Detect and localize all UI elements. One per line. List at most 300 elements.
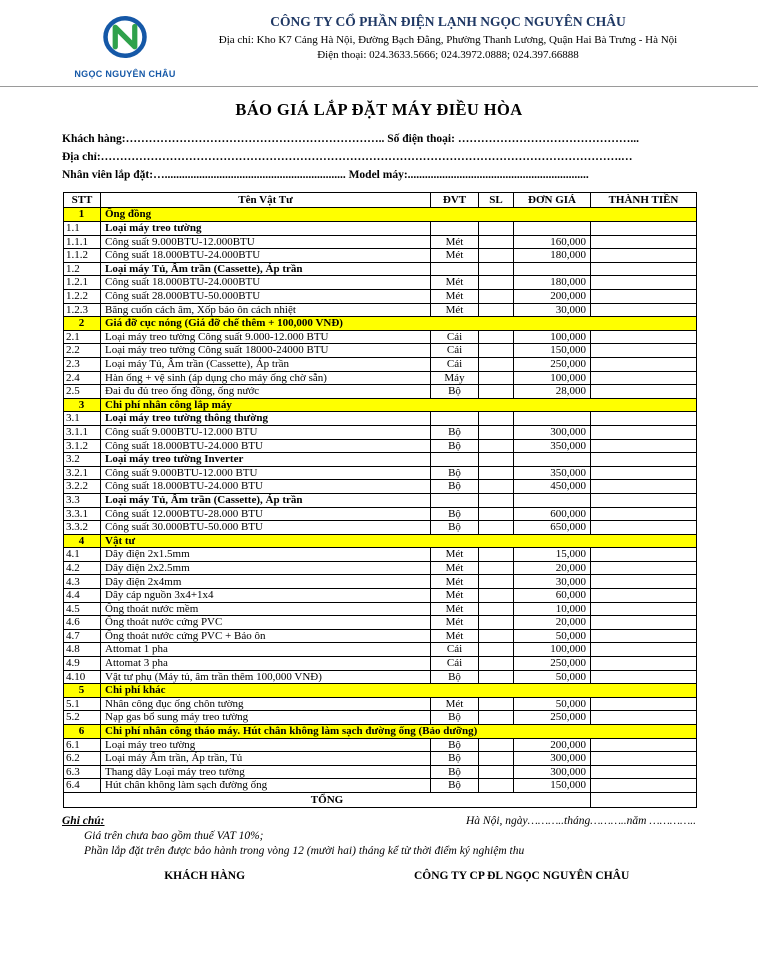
name-cell: Công suất 9.000BTU-12.000 BTU [101,425,431,439]
total-cell [591,752,697,766]
table-row [64,371,697,385]
table-row [64,249,697,263]
sl-cell [479,385,514,399]
name-cell: Loại máy Tủ, Âm trần (Cassette), Áp trần [101,493,431,507]
customer-line [62,131,702,149]
dvt-cell [431,222,479,236]
table-row [64,725,697,739]
dvt-cell: Bộ [431,425,479,439]
total-cell [591,697,697,711]
name-cell: Loại máy Âm trần, Áp trần, Tủ [101,752,431,766]
stt-cell: 3.2 [64,453,101,467]
price-cell: 30,000 [514,575,591,589]
name-cell: Công suất 12.000BTU-28.000 BTU [101,507,431,521]
stt-cell: 1 [64,208,101,222]
table-row [64,602,697,616]
name-cell: Loại máy treo tường Inverter [101,453,431,467]
sl-cell [479,330,514,344]
company-name: CÔNG TY CỔ PHẦN ĐIỆN LẠNH NGỌC NGUYÊN CHÂU [270,14,626,29]
table-row [64,507,697,521]
sl-cell [479,752,514,766]
header-don-gia: ĐƠN GIÁ [514,193,591,208]
price-cell: 350,000 [514,439,591,453]
table-row [64,616,697,630]
sl-cell [479,589,514,603]
table-row [64,480,697,494]
company-header [0,8,758,79]
stt-cell: 1.2.1 [64,276,101,290]
name-cell: Loại máy Tủ, Âm trần (Cassette), Áp trần [101,262,431,276]
name-cell: Ống thoát nước cứng PVC + Bảo ôn [101,629,431,643]
installer-blank: …............................................................... [153,168,346,181]
table-row [64,752,697,766]
stt-cell: 3.3.2 [64,521,101,535]
total-cell [591,711,697,725]
company-address: Địa chỉ: Kho K7 Cảng Hà Nội, Đường Bạch Đằng, Phường Thanh Lương, Quận Hai Bà Trưng - Hà Nội [218,34,678,46]
stt-cell: 3.1.1 [64,425,101,439]
price-cell: 250,000 [514,657,591,671]
price-cell: 60,000 [514,589,591,603]
total-amount-cell [591,792,697,807]
total-cell [591,670,697,684]
sl-cell [479,507,514,521]
total-cell [591,643,697,657]
sl-cell [479,657,514,671]
address-label: Địa chỉ: [62,150,101,163]
sl-cell [479,616,514,630]
stt-cell: 3.1.2 [64,439,101,453]
stt-cell: 3.2.1 [64,466,101,480]
name-cell: Loại máy Tủ, Âm trần (Cassette), Áp trần [101,357,431,371]
dvt-cell: Mét [431,303,479,317]
total-cell [591,561,697,575]
name-cell: Ống đồng [101,208,697,222]
header-stt: STT [64,193,101,208]
dvt-cell: Máy [431,371,479,385]
stt-cell: 4.9 [64,657,101,671]
stt-cell: 4.6 [64,616,101,630]
price-cell: 300,000 [514,752,591,766]
name-cell: Attomat 3 pha [101,657,431,671]
table-row [64,657,697,671]
note-warranty: Phần lắp đặt trên được bảo hành trong vòng 12 (mười hai) tháng kể từ thời điểm ký nghiệm thu [84,844,525,857]
price-cell: 50,000 [514,670,591,684]
sl-cell [479,629,514,643]
stt-cell: 6 [64,725,101,739]
price-cell: 20,000 [514,616,591,630]
sl-cell [479,357,514,371]
price-cell: 650,000 [514,521,591,535]
name-cell: Dây điện 2x4mm [101,575,431,589]
stt-cell: 4.10 [64,670,101,684]
footer [62,815,696,882]
dvt-cell: Bộ [431,439,479,453]
name-cell: Thang dây Loại máy treo tường [101,765,431,779]
sl-cell [479,779,514,793]
table-row [64,697,697,711]
table-row [64,670,697,684]
price-cell: 600,000 [514,507,591,521]
sl-cell [479,602,514,616]
price-cell: 250,000 [514,711,591,725]
name-cell: Công suất 28.000BTU-50.000BTU [101,290,431,304]
dvt-cell: Mét [431,548,479,562]
total-cell [591,330,697,344]
sl-cell [479,371,514,385]
table-row [64,398,697,412]
stt-cell: 3.2.2 [64,480,101,494]
stt-cell: 2 [64,317,101,331]
name-cell: Băng cuốn cách âm, Xốp bảo ôn cách nhiệt [101,303,431,317]
table-row [64,493,697,507]
price-cell [514,262,591,276]
price-cell: 100,000 [514,330,591,344]
dvt-cell: Bộ [431,670,479,684]
dvt-cell: Cái [431,344,479,358]
total-cell [591,371,697,385]
stt-cell: 4.1 [64,548,101,562]
dvt-cell [431,412,479,426]
dvt-cell: Bộ [431,738,479,752]
header-dvt: ĐVT [431,193,479,208]
total-cell [591,738,697,752]
total-cell [591,765,697,779]
dvt-cell: Mét [431,249,479,263]
name-cell: Công suất 9.000BTU-12.000BTU [101,235,431,249]
price-cell: 250,000 [514,357,591,371]
total-cell [591,453,697,467]
address-blank: ……………………………………………………………………………………………………………………….… [100,150,633,163]
name-cell: Chi phí nhân công tháo máy. Hút chân không làm sạch đường ống (Bảo dưỡng) [101,725,697,739]
table-row [64,235,697,249]
installer-line [62,167,702,185]
model-label: Model máy: [345,168,408,181]
name-cell: Loại máy treo tường Công suất 18000-24000 BTU [101,344,431,358]
table-total-row [64,792,697,807]
sl-cell [479,290,514,304]
table-row [64,330,697,344]
total-cell [591,290,697,304]
stt-cell: 6.4 [64,779,101,793]
name-cell: Chi phí khác [101,684,697,698]
dvt-cell [431,262,479,276]
name-cell: Nhân công đục ống chôn tường [101,697,431,711]
stt-cell: 4 [64,534,101,548]
dvt-cell: Bộ [431,507,479,521]
model-blank: ............................................................... [407,168,589,181]
name-cell: Ống thoát nước cứng PVC [101,616,431,630]
name-cell: Ống thoát nước mềm [101,602,431,616]
installer-label: Nhân viên lắp đặt: [62,168,154,181]
dvt-cell: Mét [431,290,479,304]
price-cell: 200,000 [514,290,591,304]
total-cell [591,779,697,793]
customer-label: Khách hàng: [62,133,126,145]
dvt-cell: Cái [431,330,479,344]
total-cell [591,439,697,453]
sl-cell [479,575,514,589]
price-cell [514,222,591,236]
sl-cell [479,480,514,494]
company-logo [66,12,184,79]
price-cell: 15,000 [514,548,591,562]
phone-blank: ………………………………………... [457,133,639,145]
sl-cell [479,222,514,236]
table-row [64,575,697,589]
customer-blank: ………………………………………………………….. [125,133,385,145]
name-cell: Công suất 18.000BTU-24.000BTU [101,276,431,290]
stt-cell: 1.1.2 [64,249,101,263]
sl-cell [479,493,514,507]
dvt-cell: Bộ [431,521,479,535]
logo-icon [95,12,155,68]
total-cell [591,222,697,236]
table-row [64,262,697,276]
price-cell: 20,000 [514,561,591,575]
price-cell [514,453,591,467]
name-cell: Loại máy treo tường [101,222,431,236]
table-row [64,466,697,480]
total-cell [591,276,697,290]
table-body [64,208,697,808]
stt-cell: 4.7 [64,629,101,643]
date-line: Hà Nội, ngày………..tháng………..năm ………….. [465,814,696,827]
stt-cell: 1.2 [64,262,101,276]
price-cell: 450,000 [514,480,591,494]
stt-cell: 1.1.1 [64,235,101,249]
stt-cell: 6.1 [64,738,101,752]
total-cell [591,303,697,317]
table-row [64,521,697,535]
stt-cell: 6.2 [64,752,101,766]
name-cell: Công suất 30.000BTU-50.000 BTU [101,521,431,535]
name-cell: Vật tư phụ (Máy tủ, âm trần thêm 100,000 VNĐ) [101,670,431,684]
table-row [64,534,697,548]
sl-cell [479,697,514,711]
header-sl: SL [479,193,514,208]
dvt-cell: Mét [431,616,479,630]
total-cell [591,616,697,630]
total-cell [591,425,697,439]
sl-cell [479,643,514,657]
sl-cell [479,249,514,263]
price-cell: 300,000 [514,425,591,439]
price-cell: 10,000 [514,602,591,616]
dvt-cell: Mét [431,235,479,249]
stt-cell: 2.1 [64,330,101,344]
dvt-cell [431,453,479,467]
name-cell: Dây điện 2x2.5mm [101,561,431,575]
stt-cell: 4.4 [64,589,101,603]
name-cell: Đai đu đủ treo ống đồng, ống nước [101,385,431,399]
name-cell: Loại máy treo tường Công suất 9.000-12.000 BTU [101,330,431,344]
name-cell: Dây điện 2x1.5mm [101,548,431,562]
stt-cell: 6.3 [64,765,101,779]
dvt-cell: Mét [431,629,479,643]
name-cell: Hút chân không làm sạch đường ống [101,779,431,793]
dvt-cell: Bộ [431,779,479,793]
price-cell: 350,000 [514,466,591,480]
logo-caption: NGỌC NGUYÊN CHÂU [74,69,176,79]
stt-cell: 2.3 [64,357,101,371]
name-cell: Loại máy treo tường [101,738,431,752]
dvt-cell: Mét [431,561,479,575]
stt-cell: 5.1 [64,697,101,711]
stt-cell: 5 [64,684,101,698]
stt-cell: 2.4 [64,371,101,385]
sl-cell [479,262,514,276]
total-cell [591,344,697,358]
total-cell [591,521,697,535]
price-cell: 200,000 [514,738,591,752]
dvt-cell: Cái [431,643,479,657]
name-cell: Nạp gas bổ sung máy treo tường [101,711,431,725]
phone-label: Số điện thoại: [384,133,458,145]
sl-cell [479,425,514,439]
price-cell [514,412,591,426]
price-cell: 28,000 [514,385,591,399]
table-row [64,412,697,426]
sl-cell [479,561,514,575]
price-cell: 100,000 [514,371,591,385]
sl-cell [479,670,514,684]
total-cell [591,548,697,562]
name-cell: Loại máy treo tường thông thường [101,412,431,426]
table-row [64,779,697,793]
stt-cell: 1.1 [64,222,101,236]
name-cell: Công suất 18.000BTU-24.000BTU [101,249,431,263]
stt-cell: 4.5 [64,602,101,616]
stt-cell: 3.1 [64,412,101,426]
dvt-cell: Mét [431,602,479,616]
dvt-cell: Mét [431,276,479,290]
price-cell: 150,000 [514,779,591,793]
sl-cell [479,548,514,562]
dvt-cell: Bộ [431,711,479,725]
table-row [64,548,697,562]
dvt-cell: Bộ [431,385,479,399]
dvt-cell: Mét [431,697,479,711]
name-cell: Giá đỡ cục nóng (Giá đỡ chế thêm + 100,000 VNĐ) [101,317,697,331]
total-label-cell: TỔNG [64,792,591,807]
table-row [64,643,697,657]
total-cell [591,235,697,249]
address-line [62,149,702,167]
table-row [64,303,697,317]
dvt-cell: Bộ [431,480,479,494]
total-cell [591,657,697,671]
dvt-cell: Mét [431,575,479,589]
dvt-cell: Bộ [431,466,479,480]
price-cell: 30,000 [514,303,591,317]
table-row [64,629,697,643]
name-cell: Hàn ống + vệ sinh (áp dụng cho máy ống chờ sẵn) [101,371,431,385]
total-cell [591,357,697,371]
stt-cell: 5.2 [64,711,101,725]
total-cell [591,575,697,589]
total-cell [591,493,697,507]
table-row [64,589,697,603]
name-cell: Dây cáp nguồn 3x4+1x4 [101,589,431,603]
table-row [64,439,697,453]
total-cell [591,466,697,480]
price-cell: 150,000 [514,344,591,358]
dvt-cell: Cái [431,657,479,671]
price-cell: 180,000 [514,276,591,290]
total-cell [591,480,697,494]
page-title: BÁO GIÁ LẮP ĐẶT MÁY ĐIỀU HÒA [235,100,523,119]
dvt-cell: Mét [431,589,479,603]
sl-cell [479,412,514,426]
dvt-cell: Bộ [431,765,479,779]
signature-row [62,870,696,882]
sl-cell [479,453,514,467]
price-cell: 50,000 [514,697,591,711]
sl-cell [479,276,514,290]
table-header-row [64,193,697,208]
price-cell: 300,000 [514,765,591,779]
stt-cell: 4.8 [64,643,101,657]
sl-cell [479,521,514,535]
header-ten-vat-tu: Tên Vật Tư [101,193,431,208]
header-divider [0,86,758,87]
table-row [64,561,697,575]
sl-cell [479,303,514,317]
table-row [64,222,697,236]
price-cell: 100,000 [514,643,591,657]
signature-customer: KHÁCH HÀNG [164,869,246,882]
price-table [63,192,697,808]
total-cell [591,262,697,276]
sl-cell [479,439,514,453]
total-cell [591,602,697,616]
stt-cell: 2.5 [64,385,101,399]
table-row [64,208,697,222]
table-row [64,317,697,331]
dvt-cell [431,493,479,507]
header-thanh-tien: THÀNH TIỀN [591,193,697,208]
sl-cell [479,738,514,752]
signature-company: CÔNG TY CP ĐL NGỌC NGUYÊN CHÂU [413,869,630,882]
stt-cell: 2.2 [64,344,101,358]
company-phone: Điện thoại: 024.3633.5666; 024.3972.0888; 024.397.66888 [317,49,579,61]
table-row [64,765,697,779]
price-cell: 160,000 [514,235,591,249]
stt-cell: 1.2.2 [64,290,101,304]
stt-cell: 4.2 [64,561,101,575]
total-cell [591,249,697,263]
sl-cell [479,765,514,779]
stt-cell: 1.2.3 [64,303,101,317]
total-cell [591,629,697,643]
name-cell: Công suất 9.000BTU-12.000 BTU [101,466,431,480]
name-cell: Công suất 18.000BTU-24.000 BTU [101,480,431,494]
total-cell [591,507,697,521]
name-cell: Chi phí nhân công lắp máy [101,398,697,412]
table-row [64,738,697,752]
sl-cell [479,344,514,358]
name-cell: Attomat 1 pha [101,643,431,657]
name-cell: Vật tư [101,534,697,548]
company-info [184,12,712,61]
stt-cell: 3 [64,398,101,412]
stt-cell: 4.3 [64,575,101,589]
total-cell [591,385,697,399]
sl-cell [479,711,514,725]
name-cell: Công suất 18.000BTU-24.000 BTU [101,439,431,453]
dvt-cell: Cái [431,357,479,371]
stt-cell: 3.3.1 [64,507,101,521]
